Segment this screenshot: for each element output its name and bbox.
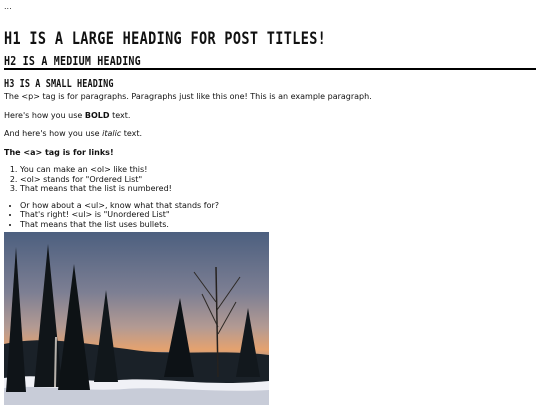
ordered-list: [20, 165, 538, 194]
unordered-list-item: • Or how about a <ul>, know what that stands for?: [20, 201, 538, 211]
ordered-list-item: 1. You can make an <ol> like this!: [20, 165, 538, 175]
heading-h2: H2 IS A MEDIUM HEADING: [4, 55, 141, 69]
italic-suffix: text.: [121, 129, 143, 138]
unordered-list-item: • That's right! <ul> is "Unordered List": [20, 210, 538, 220]
landscape-photo: [4, 232, 269, 405]
paragraph-italic: [4, 129, 538, 139]
italic-prefix: And here's how you use: [4, 129, 103, 138]
bold-prefix: Here's how you use: [4, 110, 85, 120]
unordered-list-item: • That means that the list uses bullets.: [20, 220, 538, 230]
bold-suffix: text.: [109, 110, 131, 120]
heading-h3: H3 IS A SMALL HEADING: [4, 78, 114, 91]
page-content: [4, 0, 538, 229]
unordered-list: [20, 201, 538, 230]
bold-word: BOLD: [84, 110, 110, 120]
link-paragraph[interactable]: The <a> tag is for links!: [4, 147, 114, 157]
paragraph-bold: [4, 111, 538, 121]
ellipsis-text: ...: [4, 2, 12, 11]
heading-h1: H1 IS A LARGE HEADING FOR POST TITLES!: [4, 29, 327, 49]
ordered-list-item: 2. <ol> stands for "Ordered List": [20, 175, 538, 185]
italic-word: italic: [102, 129, 122, 138]
ordered-list-item: 3. That means that the list is numbered!: [20, 184, 538, 194]
sunset-forest-image: [4, 232, 269, 405]
paragraph-example: The <p> tag is for paragraphs. Paragraphs just like this one! This is an example paragraph.: [4, 92, 372, 101]
